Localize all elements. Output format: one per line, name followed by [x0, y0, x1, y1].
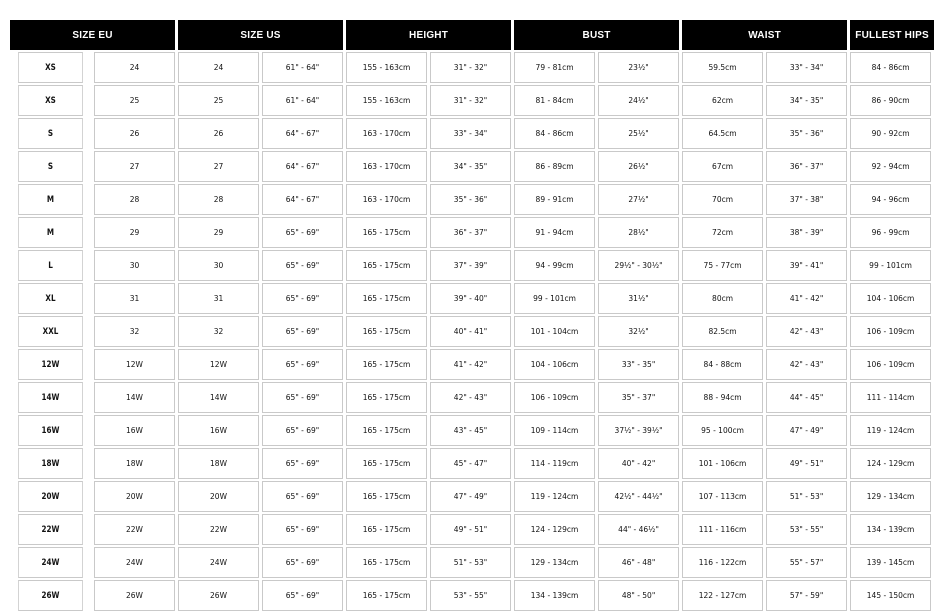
cell-waist-in: 37½" - 39½" [598, 415, 679, 446]
cell-bust-cm: 81 - 84cm [514, 85, 595, 116]
cell-size-us: 30 [178, 250, 259, 281]
cell-height-cm: 165 - 175cm [346, 547, 427, 578]
cell-waist-cm: 101 - 106cm [682, 448, 763, 479]
cell-height-cm: 163 - 170cm [346, 184, 427, 215]
cell-size-label: XXL [18, 316, 83, 347]
cell-bust-in: 31" - 32" [430, 85, 511, 116]
cell-bust-in: 45" - 47" [430, 448, 511, 479]
cell-waist-cm: 62cm [682, 85, 763, 116]
cell-bust-in: 36" - 37" [430, 217, 511, 248]
cell-size-eu: 14W [94, 382, 175, 413]
cell-hips-cm: 124 - 129cm [850, 448, 931, 479]
cell-waist-cm: 122 - 127cm [682, 580, 763, 611]
cell-height-in: 65" - 69" [262, 415, 343, 446]
cell-size-us: 32 [178, 316, 259, 347]
cell-waist-cm: 107 - 113cm [682, 481, 763, 512]
cell-hips-cm: 84 - 86cm [850, 52, 931, 83]
cell-size-label: 22W [18, 514, 83, 545]
cell-size-eu: 31 [94, 283, 175, 314]
cell-size-us: 29 [178, 217, 259, 248]
cell-bust-cm: 114 - 119cm [514, 448, 595, 479]
cell-hips-cm: 145 - 150cm [850, 580, 931, 611]
cell-size-eu: 30 [94, 250, 175, 281]
cell-hips-cm: 86 - 90cm [850, 85, 931, 116]
cell-height-cm: 155 - 163cm [346, 85, 427, 116]
cell-height-in: 61" - 64" [262, 52, 343, 83]
cell-waist-cm: 84 - 88cm [682, 349, 763, 380]
cell-size-label: XS [18, 85, 83, 116]
cell-hips-cm: 94 - 96cm [850, 184, 931, 215]
table-row [10, 283, 934, 314]
cell-size-eu: 20W [94, 481, 175, 512]
header-fullest-hips: FULLEST HIPS [850, 20, 934, 50]
cell-size-label: 14W [18, 382, 83, 413]
cell-size-us: 22W [178, 514, 259, 545]
cell-hips-in: 33" - 34" [766, 52, 847, 83]
cell-height-cm: 165 - 175cm [346, 250, 427, 281]
cell-size-us: 18W [178, 448, 259, 479]
header-size-us: SIZE US [178, 20, 343, 50]
size-chart [10, 18, 932, 613]
table-body [10, 52, 934, 611]
cell-bust-cm: 129 - 134cm [514, 547, 595, 578]
cell-height-cm: 155 - 163cm [346, 52, 427, 83]
cell-bust-cm: 91 - 94cm [514, 217, 595, 248]
cell-size-eu: 29 [94, 217, 175, 248]
cell-height-cm: 163 - 170cm [346, 151, 427, 182]
cell-size-label: XS [18, 52, 83, 83]
cell-hips-in: 47" - 49" [766, 415, 847, 446]
cell-height-in: 65" - 69" [262, 250, 343, 281]
cell-bust-in: 41" - 42" [430, 349, 511, 380]
cell-hips-in: 51" - 53" [766, 481, 847, 512]
cell-size-eu: 16W [94, 415, 175, 446]
cell-waist-cm: 116 - 122cm [682, 547, 763, 578]
cell-waist-in: 32½" [598, 316, 679, 347]
cell-height-cm: 165 - 175cm [346, 580, 427, 611]
cell-waist-in: 23½" [598, 52, 679, 83]
cell-bust-in: 37" - 39" [430, 250, 511, 281]
cell-waist-in: 25½" [598, 118, 679, 149]
cell-waist-in: 28½" [598, 217, 679, 248]
cell-height-cm: 165 - 175cm [346, 481, 427, 512]
cell-waist-cm: 59.5cm [682, 52, 763, 83]
cell-height-in: 65" - 69" [262, 382, 343, 413]
table-row [10, 316, 934, 347]
cell-hips-cm: 99 - 101cm [850, 250, 931, 281]
cell-height-in: 65" - 69" [262, 316, 343, 347]
cell-size-us: 28 [178, 184, 259, 215]
cell-waist-cm: 64.5cm [682, 118, 763, 149]
cell-size-us: 26W [178, 580, 259, 611]
cell-hips-in: 49" - 51" [766, 448, 847, 479]
cell-bust-in: 34" - 35" [430, 151, 511, 182]
cell-waist-in: 31½" [598, 283, 679, 314]
cell-bust-cm: 119 - 124cm [514, 481, 595, 512]
cell-hips-in: 34" - 35" [766, 85, 847, 116]
cell-height-in: 65" - 69" [262, 448, 343, 479]
table-row [10, 547, 934, 578]
cell-hips-cm: 104 - 106cm [850, 283, 931, 314]
cell-size-eu: 32 [94, 316, 175, 347]
cell-height-in: 65" - 69" [262, 547, 343, 578]
table-row [10, 415, 934, 446]
table-row [10, 481, 934, 512]
table-row [10, 217, 934, 248]
cell-size-eu: 27 [94, 151, 175, 182]
cell-size-us: 12W [178, 349, 259, 380]
table-row [10, 85, 934, 116]
cell-size-us: 14W [178, 382, 259, 413]
cell-size-eu: 24 [94, 52, 175, 83]
cell-hips-in: 38" - 39" [766, 217, 847, 248]
cell-bust-in: 40" - 41" [430, 316, 511, 347]
cell-height-cm: 165 - 175cm [346, 283, 427, 314]
cell-waist-in: 46" - 48" [598, 547, 679, 578]
cell-hips-cm: 129 - 134cm [850, 481, 931, 512]
cell-waist-in: 29½" - 30½" [598, 250, 679, 281]
cell-bust-cm: 104 - 106cm [514, 349, 595, 380]
table-row [10, 151, 934, 182]
cell-size-eu: 26 [94, 118, 175, 149]
cell-hips-cm: 106 - 109cm [850, 316, 931, 347]
cell-hips-in: 57" - 59" [766, 580, 847, 611]
cell-waist-in: 33" - 35" [598, 349, 679, 380]
cell-height-in: 65" - 69" [262, 349, 343, 380]
cell-bust-cm: 84 - 86cm [514, 118, 595, 149]
cell-bust-in: 42" - 43" [430, 382, 511, 413]
table-row [10, 514, 934, 545]
cell-size-us: 16W [178, 415, 259, 446]
header-waist: WAIST [682, 20, 847, 50]
cell-bust-cm: 86 - 89cm [514, 151, 595, 182]
cell-waist-cm: 95 - 100cm [682, 415, 763, 446]
cell-waist-cm: 72cm [682, 217, 763, 248]
cell-height-cm: 165 - 175cm [346, 448, 427, 479]
table-row [10, 349, 934, 380]
cell-size-eu: 22W [94, 514, 175, 545]
cell-waist-cm: 70cm [682, 184, 763, 215]
cell-hips-cm: 90 - 92cm [850, 118, 931, 149]
cell-height-in: 65" - 69" [262, 514, 343, 545]
cell-waist-cm: 82.5cm [682, 316, 763, 347]
cell-size-us: 20W [178, 481, 259, 512]
cell-bust-cm: 101 - 104cm [514, 316, 595, 347]
cell-bust-in: 35" - 36" [430, 184, 511, 215]
cell-bust-in: 39" - 40" [430, 283, 511, 314]
cell-hips-cm: 111 - 114cm [850, 382, 931, 413]
cell-height-cm: 165 - 175cm [346, 514, 427, 545]
cell-height-cm: 165 - 175cm [346, 415, 427, 446]
cell-size-us: 25 [178, 85, 259, 116]
cell-bust-cm: 134 - 139cm [514, 580, 595, 611]
cell-height-in: 65" - 69" [262, 283, 343, 314]
cell-hips-cm: 139 - 145cm [850, 547, 931, 578]
header-height: HEIGHT [346, 20, 511, 50]
cell-waist-cm: 111 - 116cm [682, 514, 763, 545]
cell-size-label: 24W [18, 547, 83, 578]
cell-size-label: S [18, 151, 83, 182]
cell-bust-in: 51" - 53" [430, 547, 511, 578]
cell-waist-in: 44" - 46½" [598, 514, 679, 545]
cell-size-eu: 12W [94, 349, 175, 380]
cell-height-in: 64" - 67" [262, 151, 343, 182]
cell-size-eu: 26W [94, 580, 175, 611]
cell-hips-cm: 96 - 99cm [850, 217, 931, 248]
cell-waist-in: 48" - 50" [598, 580, 679, 611]
cell-height-cm: 165 - 175cm [346, 382, 427, 413]
cell-hips-in: 44" - 45" [766, 382, 847, 413]
cell-size-label: M [18, 184, 83, 215]
table-row [10, 118, 934, 149]
cell-size-label: 18W [18, 448, 83, 479]
cell-hips-in: 53" - 55" [766, 514, 847, 545]
cell-bust-in: 47" - 49" [430, 481, 511, 512]
table-row [10, 250, 934, 281]
cell-hips-cm: 106 - 109cm [850, 349, 931, 380]
cell-waist-cm: 75 - 77cm [682, 250, 763, 281]
cell-size-us: 27 [178, 151, 259, 182]
header-bust: BUST [514, 20, 679, 50]
cell-size-label: 20W [18, 481, 83, 512]
cell-height-in: 65" - 69" [262, 580, 343, 611]
cell-size-label: 12W [18, 349, 83, 380]
cell-height-in: 65" - 69" [262, 217, 343, 248]
cell-size-us: 24 [178, 52, 259, 83]
cell-height-cm: 165 - 175cm [346, 217, 427, 248]
cell-height-in: 61" - 64" [262, 85, 343, 116]
cell-waist-cm: 80cm [682, 283, 763, 314]
cell-size-us: 31 [178, 283, 259, 314]
cell-waist-in: 40" - 42" [598, 448, 679, 479]
cell-hips-cm: 92 - 94cm [850, 151, 931, 182]
cell-waist-cm: 67cm [682, 151, 763, 182]
table-row [10, 448, 934, 479]
table-row [10, 52, 934, 83]
cell-size-label: L [18, 250, 83, 281]
cell-waist-in: 26½" [598, 151, 679, 182]
cell-waist-in: 27½" [598, 184, 679, 215]
cell-height-in: 65" - 69" [262, 481, 343, 512]
cell-size-eu: 18W [94, 448, 175, 479]
cell-bust-cm: 106 - 109cm [514, 382, 595, 413]
cell-bust-cm: 94 - 99cm [514, 250, 595, 281]
cell-height-cm: 163 - 170cm [346, 118, 427, 149]
cell-waist-in: 35" - 37" [598, 382, 679, 413]
cell-waist-cm: 88 - 94cm [682, 382, 763, 413]
table-row [10, 184, 934, 215]
cell-height-cm: 165 - 175cm [346, 349, 427, 380]
cell-bust-in: 31" - 32" [430, 52, 511, 83]
cell-bust-in: 49" - 51" [430, 514, 511, 545]
cell-bust-in: 53" - 55" [430, 580, 511, 611]
cell-bust-in: 43" - 45" [430, 415, 511, 446]
cell-hips-in: 39" - 41" [766, 250, 847, 281]
cell-bust-cm: 99 - 101cm [514, 283, 595, 314]
cell-hips-in: 42" - 43" [766, 316, 847, 347]
cell-size-us: 24W [178, 547, 259, 578]
cell-size-label: 16W [18, 415, 83, 446]
cell-height-cm: 165 - 175cm [346, 316, 427, 347]
cell-hips-cm: 134 - 139cm [850, 514, 931, 545]
cell-size-label: XL [18, 283, 83, 314]
cell-hips-in: 37" - 38" [766, 184, 847, 215]
cell-bust-in: 33" - 34" [430, 118, 511, 149]
cell-hips-in: 41" - 42" [766, 283, 847, 314]
cell-bust-cm: 79 - 81cm [514, 52, 595, 83]
cell-size-label: 26W [18, 580, 83, 611]
cell-hips-in: 36" - 37" [766, 151, 847, 182]
cell-hips-in: 55" - 57" [766, 547, 847, 578]
cell-size-label: S [18, 118, 83, 149]
table-row [10, 382, 934, 413]
cell-size-eu: 25 [94, 85, 175, 116]
cell-height-in: 64" - 67" [262, 184, 343, 215]
cell-hips-in: 42" - 43" [766, 349, 847, 380]
header-size-eu: SIZE EU [10, 20, 175, 50]
cell-waist-in: 42½" - 44½" [598, 481, 679, 512]
cell-hips-cm: 119 - 124cm [850, 415, 931, 446]
cell-height-in: 64" - 67" [262, 118, 343, 149]
size-table [7, 18, 937, 613]
cell-size-us: 26 [178, 118, 259, 149]
cell-bust-cm: 124 - 129cm [514, 514, 595, 545]
cell-bust-cm: 89 - 91cm [514, 184, 595, 215]
cell-hips-in: 35" - 36" [766, 118, 847, 149]
cell-size-label: M [18, 217, 83, 248]
table-row [10, 580, 934, 611]
cell-size-eu: 24W [94, 547, 175, 578]
header-row [10, 20, 934, 50]
cell-waist-in: 24½" [598, 85, 679, 116]
cell-bust-cm: 109 - 114cm [514, 415, 595, 446]
cell-size-eu: 28 [94, 184, 175, 215]
